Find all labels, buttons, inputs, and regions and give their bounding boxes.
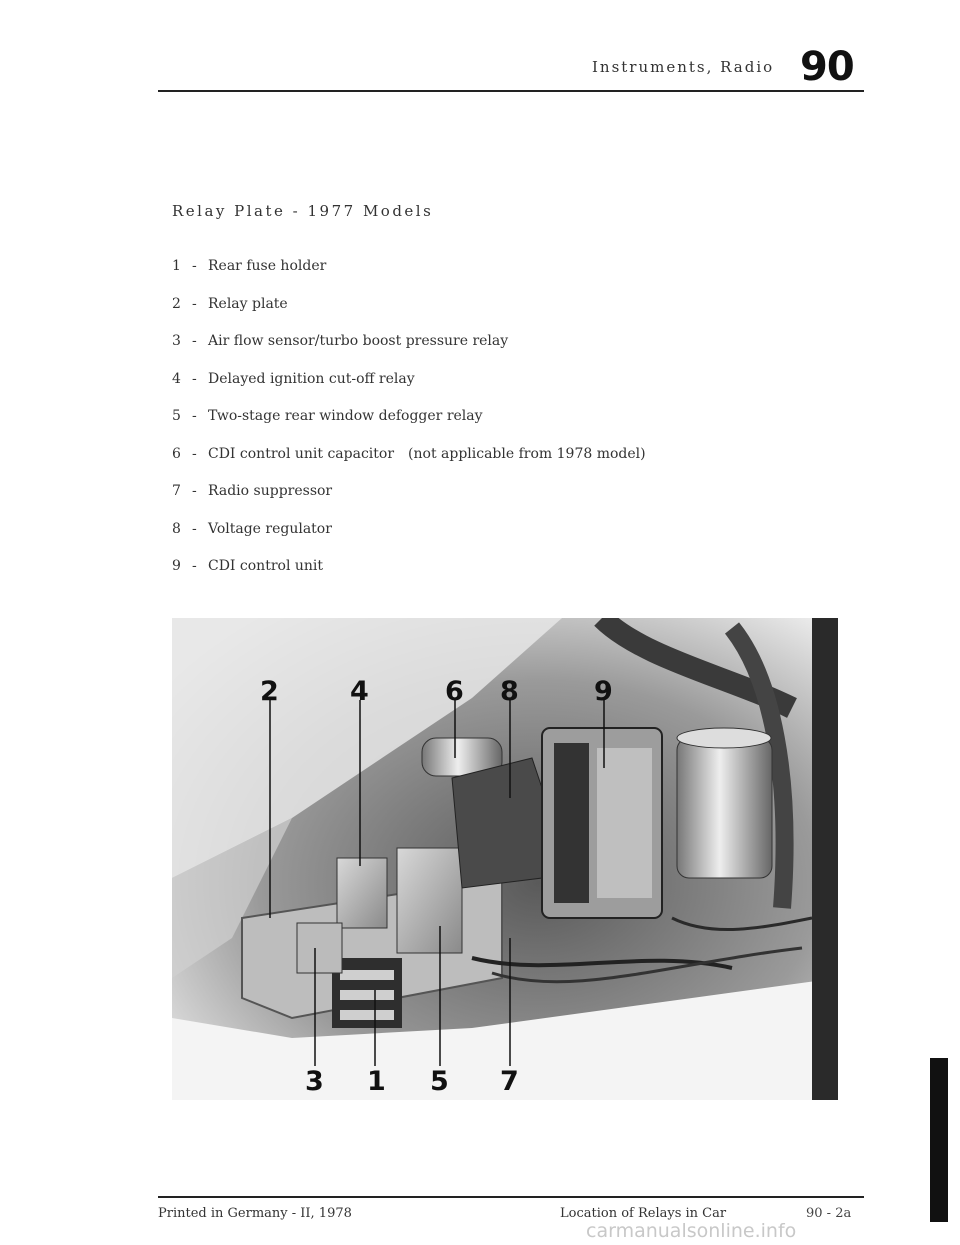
legend-label: Relay plate xyxy=(208,295,288,312)
section-edge-marker xyxy=(930,1058,948,1222)
header-rule xyxy=(158,90,864,92)
legend-label: Two-stage rear window defogger relay xyxy=(208,408,483,424)
legend-item xyxy=(172,408,646,446)
page-number: 90 - 2a xyxy=(806,1206,852,1221)
callout-2: 2 xyxy=(260,676,279,707)
legend-label: Delayed ignition cut-off relay xyxy=(208,370,415,387)
legend-item xyxy=(172,296,646,334)
relay-plate-photo xyxy=(172,618,838,1100)
legend-label: Rear fuse holder xyxy=(208,258,327,274)
callout-8: 8 xyxy=(500,676,519,707)
legend-number: 8 xyxy=(172,520,181,537)
legend-dash: - xyxy=(192,483,197,499)
page-topic: Location of Relays in Car xyxy=(560,1206,727,1221)
legend-item xyxy=(172,521,646,559)
legend-dash: - xyxy=(192,333,197,349)
watermark: carmanualsonline.info xyxy=(586,1220,797,1242)
legend-item xyxy=(172,446,646,484)
section-title: Relay Plate - 1977 Models xyxy=(172,202,434,220)
legend-dash: - xyxy=(192,558,197,574)
callout-3: 3 xyxy=(305,1066,324,1097)
legend-dash: - xyxy=(192,445,197,462)
footer-rule xyxy=(158,1196,864,1198)
legend-label: Air flow sensor/turbo boost pressure relay xyxy=(208,333,509,349)
legend-item xyxy=(172,483,646,521)
section-header: Instruments, Radio xyxy=(592,58,775,76)
legend-label: Voltage regulator xyxy=(208,520,332,537)
print-info: Printed in Germany - II, 1978 xyxy=(158,1206,352,1221)
callout-9: 9 xyxy=(594,676,613,707)
legend-item xyxy=(172,333,646,371)
callout-4: 4 xyxy=(350,676,369,707)
callout-1: 1 xyxy=(367,1066,386,1097)
callout-6: 6 xyxy=(445,676,464,707)
legend-dash: - xyxy=(192,258,197,274)
group-number: 90 xyxy=(800,44,854,90)
legend-item xyxy=(172,371,646,409)
legend-label: CDI control unit capacitor xyxy=(208,445,395,462)
legend-number: 4 xyxy=(172,370,181,387)
legend-dash: - xyxy=(192,408,197,424)
legend-number: 7 xyxy=(172,483,181,499)
legend-dash: - xyxy=(192,520,197,537)
legend-label: CDI control unit xyxy=(208,558,324,574)
legend-number: 9 xyxy=(172,558,181,574)
callout-7: 7 xyxy=(500,1066,519,1097)
legend-number: 2 xyxy=(172,295,181,312)
legend-dash: - xyxy=(192,295,197,312)
legend-number: 5 xyxy=(172,408,181,424)
callout-5: 5 xyxy=(430,1066,449,1097)
legend-number: 6 xyxy=(172,445,181,462)
parts-legend xyxy=(172,258,646,596)
legend-number: 3 xyxy=(172,333,181,349)
legend-item xyxy=(172,558,646,596)
legend-item xyxy=(172,258,646,296)
legend-dash: - xyxy=(192,370,197,387)
legend-note: (not applicable from 1978 model) xyxy=(408,445,646,462)
legend-label: Radio suppressor xyxy=(208,483,333,499)
legend-number: 1 xyxy=(172,258,181,274)
